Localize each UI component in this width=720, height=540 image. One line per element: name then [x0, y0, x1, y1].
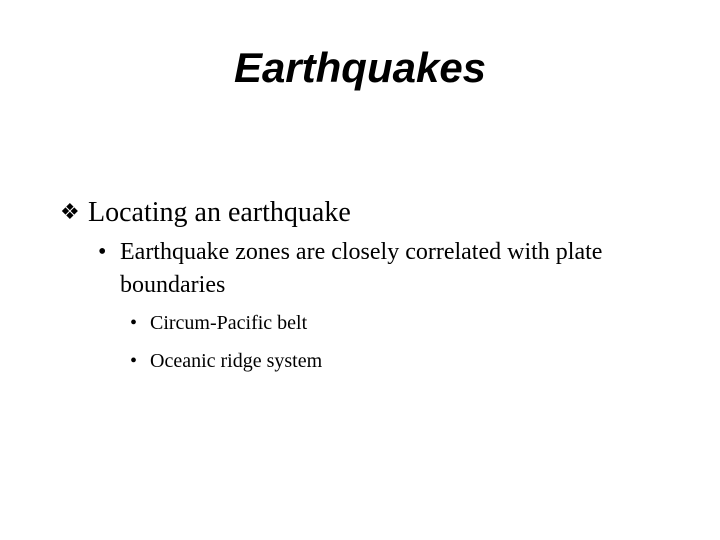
- bullet-level3-text: Circum-Pacific belt: [150, 312, 308, 334]
- bullet-level3-item: [130, 348, 322, 374]
- bullet-level1-text: Locating an earthquake: [88, 197, 351, 228]
- bullet-level3-item: [130, 310, 307, 336]
- bullet-level3-text: Oceanic ridge system: [150, 350, 323, 372]
- bullet-dot-icon: •: [98, 239, 107, 265]
- slide-title: Earthquakes: [233, 44, 487, 91]
- bullet-level2: [98, 236, 658, 302]
- bullet-level1: [60, 194, 351, 231]
- bullet-dot-icon: •: [130, 350, 138, 372]
- bullet-dot-icon: •: [130, 312, 138, 334]
- diamond-of-dots-icon: ❖: [60, 199, 80, 224]
- bullet-level2-text: Earthquake zones are closely correlated with plate boundaries: [120, 239, 603, 298]
